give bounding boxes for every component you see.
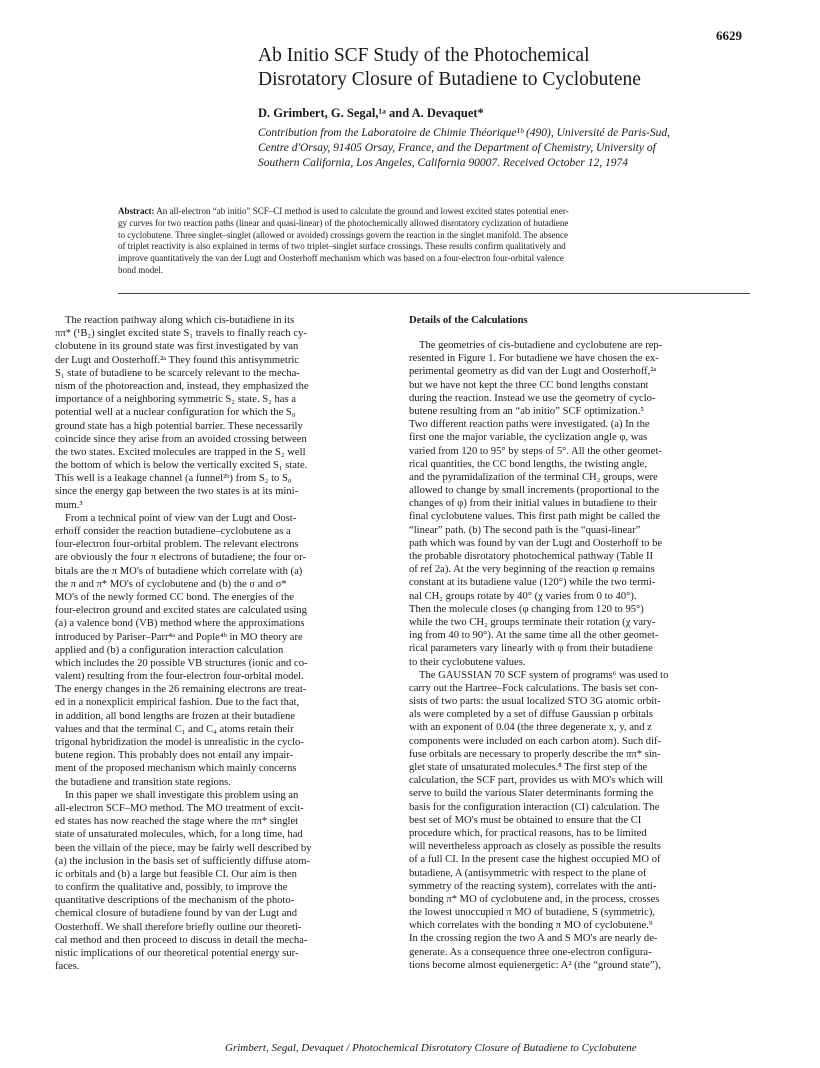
- text-line: Two different reaction paths were investigated. (a) In the: [409, 419, 650, 431]
- text-line: with an exponent of 0.04 (the three degenerate x, y, and z: [409, 722, 652, 734]
- text-line: to confirm the qualitative and, possibly, to improve the: [55, 882, 288, 894]
- text-line: ment of the proposed mechanism which mainly concerns: [55, 763, 297, 775]
- text-line: bitals are the π MO's of butadiene which correlate with (a): [55, 565, 303, 577]
- text-line: best set of MO's must be obtained to ensure that the CI: [409, 814, 642, 826]
- text-line: faces.: [55, 961, 80, 973]
- text-line: The GAUSSIAN 70 SCF system of programs⁶ was used to: [419, 669, 669, 681]
- text-line: values and that the terminal C₁ and C₄ atoms retain their: [55, 723, 294, 735]
- text-line: cal method and then proceed to discuss in detail the mecha-: [55, 934, 308, 946]
- text-line: four-electron four-orbital problem. The relevant electrons: [55, 539, 299, 551]
- text-line: path which was found by van der Lugt and Oosterhoff to be: [409, 537, 663, 549]
- text-line: perimental geometry as did van der Lugt and Oosterhoff,²ᵃ: [409, 366, 657, 378]
- text-line: final cyclobutene values. This first path might be called the: [409, 511, 661, 523]
- text-line: butene region. This probably does not entail any impair-: [55, 750, 294, 762]
- text-line: The geometries of cis-butadiene and cyclobutene are rep-: [419, 340, 663, 351]
- text-line: als were completed by a set of diffuse Gaussian p orbitals: [409, 709, 653, 721]
- text-line: der Lugt and Oosterhoff.²ᵃ They found this antisymmetric: [55, 354, 299, 366]
- text-line: The energy changes in the 26 remaining electrons are treat-: [55, 684, 307, 696]
- text-line: calculation, the SCF part, provides us with MO's which will: [409, 775, 664, 787]
- text-line: coincide since they arise from an avoided crossing between: [55, 433, 307, 445]
- text-line: but we have not kept the three CC bond lengths constant: [409, 379, 649, 391]
- text-line: introduced by Pariser–Parr⁴ᵃ and Pople⁴ᵇ in MO theory are: [55, 631, 303, 643]
- right-column-body: [409, 339, 746, 972]
- text-line: ππ* (¹B₂) singlet excited state S₁ travels to finally reach cy-: [55, 328, 307, 340]
- text-line: quantitative descriptions of the mechanism of the photo-: [55, 895, 295, 907]
- text-line: Oosterhoff. We shall therefore briefly outline our theoreti-: [55, 921, 302, 933]
- text-line: and the pyramidalization of the terminal CH₂ groups, were: [409, 471, 658, 483]
- abstract-label: Abstract:: [118, 206, 155, 216]
- text-line: S₁ state of butadiene to be scarcely relevant to the mecha-: [55, 367, 300, 379]
- text-line: will nevertheless approach as closely as possible the results: [409, 841, 661, 853]
- text-line: From a technical point of view van der Lugt and Oost-: [65, 512, 297, 524]
- affiliation-line: Contribution from the Laboratoire de Chimie Théorique¹ᵇ (490), Université de Paris-Sud,: [258, 127, 670, 139]
- title-line: Disrotatory Closure of Butadiene to Cyclobutene: [258, 69, 641, 90]
- text-line: serve to build the various Slater determinants forming the: [409, 788, 654, 800]
- text-line: to their cyclobutene values.: [409, 656, 526, 668]
- text-line: been the villain of the piece, may be fairly well described by: [55, 842, 312, 854]
- text-line: generate. As a consequence three one-electron configura-: [409, 946, 652, 958]
- text-line: chemical closure of butadiene found by van der Lugt and: [55, 908, 298, 920]
- text-line: allowed to change by small increments (proportional to the: [409, 485, 660, 497]
- text-line: of a full CI. In the present case the highest occupied MO of: [409, 854, 661, 866]
- text-line: procedure which, for practical reasons, has to be limited: [409, 827, 647, 839]
- text-line: nism of the photoreaction and, instead, they emphasized the: [55, 380, 309, 392]
- text-line: four-electron ground and excited states are calculated using: [55, 605, 307, 617]
- abstract-line: improve quantitatively the van der Lugt and Oosterhoff mechanism which was based on a four-electron four-orbital valence: [118, 253, 564, 264]
- text-line: In this paper we shall investigate this problem using an: [65, 789, 299, 801]
- text-line: the butadiene and transition state regions.: [55, 776, 231, 788]
- section-heading: Details of the Calculations: [409, 315, 528, 326]
- title-line: Ab Initio SCF Study of the Photochemical: [258, 45, 590, 66]
- text-line: components were included on each carbon atom). Such dif-: [409, 735, 662, 747]
- affiliation-line: Centre d'Orsay, 91405 Orsay, France, and the Department of Chemistry, University of: [258, 142, 656, 154]
- text-line: (a) a valence bond (VB) method where the approximations: [55, 618, 305, 630]
- text-line: ed states has now reached the stage where the ππ* singlet: [55, 816, 299, 828]
- text-line: butadiene, A (antisymmetric with respect to the plane of: [409, 867, 647, 879]
- left-column: [55, 314, 392, 973]
- text-line: erhoff consider the reaction butadiene–cyclobutene as a: [55, 526, 291, 537]
- text-line: state of unsaturated molecules, which, for a long time, had: [55, 829, 303, 841]
- abstract-text: An all-electron “ab initio” SCF–CI method is used to calculate the ground and lowest excited states potential ener-: [156, 206, 569, 216]
- abstract: [118, 206, 750, 277]
- text-line: carry out the Hartree–Fock calculations. The basis set con-: [409, 682, 658, 694]
- abstract-line: to cyclobutene. Three singlet–singlet (allowed or avoided) crossings govern the reaction in the singlet manifold. The absence: [118, 229, 569, 240]
- text-line: ic orbitals and (b) a large but feasible CI. Our aim is then: [55, 868, 297, 880]
- text-line: mum.³: [55, 499, 83, 511]
- text-line: sists of two parts: the usual localized STO 3G atomic orbit-: [409, 696, 661, 708]
- text-line: trigonal hybridization the model is unrealistic in the cyclo-: [55, 737, 304, 748]
- text-line: the probable disrotatory photochemical pathway (Table II: [409, 551, 654, 562]
- text-line: symmetry of the reacting system), correlates with the anti-: [409, 880, 657, 892]
- text-line: in addition, all bond lengths are frozen at their butadiene: [55, 710, 296, 722]
- text-line: basis for the configuration interaction (CI) calculation. The: [409, 801, 660, 813]
- text-line: The reaction pathway along which cis-butadiene in its: [65, 315, 295, 326]
- text-line: during the reaction. Instead we use the geometry of cyclo-: [409, 392, 656, 404]
- text-line: tions become almost equienergetic: A² (the “ground state”),: [409, 959, 661, 971]
- abstract-divider: [118, 293, 750, 294]
- text-line: Then the molecule closes (φ changing from 120 to 95°): [409, 603, 644, 615]
- text-line: (a) the inclusion in the basis set of sufficiently diffuse atom-: [55, 855, 310, 867]
- text-line: all-electron SCF–MO method. The MO treatment of excit-: [55, 802, 304, 814]
- text-line: MO's of the newly formed CC bond. The energies of the: [55, 591, 294, 603]
- page-number: 6629: [716, 28, 742, 43]
- running-footer: Grimbert, Segal, Devaquet / Photochemical Disrotatory Closure of Butadiene to Cyclobutene: [225, 1042, 637, 1054]
- text-line: the lowest unoccupied π MO of butadiene, S (symmetric),: [409, 907, 656, 919]
- affiliation-line: Southern California, Los Angeles, California 90007. Received October 12, 1974: [258, 157, 628, 169]
- text-line: resented in Figure 1. For butadiene we have chosen the ex-: [409, 353, 659, 365]
- abstract-line: gy curves for two reaction paths (linear and quasi-linear) of the photochemically allowed disrotatory cyclization of butadiene: [118, 217, 569, 228]
- text-line: rical parameters vary linearly with φ from their butadiene: [409, 643, 653, 655]
- text-line: importance of a neighboring symmetric S₂ state. S₂ has a: [55, 394, 296, 406]
- text-line: applied and (b) a configuration interaction calculation: [55, 644, 284, 656]
- text-line: valent) resulting from the four-electron four-orbital model.: [55, 671, 304, 683]
- abstract-line: bond model.: [118, 264, 163, 275]
- paper-title: [258, 44, 778, 92]
- text-line: which includes the 20 possible VB structures (ionic and co-: [55, 657, 308, 669]
- abstract-line: [118, 206, 750, 218]
- text-line: “linear” path. (b) The second path is the “quasi-linear”: [409, 524, 641, 536]
- abstract-line: of triplet reactivity is also explained in terms of two triplet–singlet surface crossings. These results confirm qualitatively and: [118, 241, 566, 252]
- text-line: clobutene in its ground state was first investigated by van: [55, 341, 299, 353]
- text-line: are obviously the four π electrons of butadiene; the four or-: [55, 552, 307, 564]
- text-line: This well is a leakage channel (a funnel²ᵇ) from S₂ to S₀: [55, 473, 292, 485]
- author-list: D. Grimbert, G. Segal,¹ᵃ and A. Devaquet*: [258, 106, 484, 120]
- text-line: while the two CH₂ groups terminate their rotation (χ vary-: [409, 616, 656, 628]
- text-line: which correlates with the bonding π MO of cyclobutene.⁹: [409, 920, 653, 932]
- text-line: nistic implications of our theoretical potential energy sur-: [55, 948, 299, 959]
- text-line: bonding π* MO of cyclobutene and, in the process, crosses: [409, 893, 660, 905]
- text-line: changes of φ) from their initial values in butadiene to their: [409, 498, 657, 510]
- text-line: ground state has a high potential barrier. These necessarily: [55, 420, 303, 432]
- text-line: In the crossing region the two A and S MO's are nearly de-: [409, 933, 658, 945]
- text-line: potential well at a nuclear configuration for which the S₀: [55, 407, 296, 419]
- text-line: constant at its butadiene value (120°) while the two termi-: [409, 577, 656, 589]
- text-line: fuse orbitals are necessary to properly describe the ππ* sin-: [409, 748, 661, 760]
- text-line: since the energy gap between the two states is at its mini-: [55, 486, 299, 498]
- text-line: the bottom of which is below the vertically excited S₁ state.: [55, 460, 308, 472]
- affiliation: [258, 126, 758, 171]
- text-line: of ref 2a). At the very beginning of the reaction φ remains: [409, 564, 655, 576]
- text-line: the two states. Excited molecules are trapped in the S₂ well: [55, 446, 306, 458]
- right-column: [409, 314, 746, 972]
- text-line: nal CH₂ groups rotate by 40° (χ varies from 0 to 40°).: [409, 590, 637, 602]
- text-line: first one the major variable, the cyclization angle φ, was: [409, 432, 648, 444]
- text-line: ed in a nonexplicit empirical fashion. Due to the fact that,: [55, 697, 300, 709]
- text-line: varied from 120 to 95° by steps of 5°. All the other geomet-: [409, 445, 662, 457]
- text-line: glet state of unsaturated molecules.⁸ The first step of the: [409, 762, 648, 773]
- text-line: the π and π* MO's of cyclobutene and (b) the σ and σ*: [55, 578, 287, 590]
- text-line: rical quantities, the CC bond lengths, the twisting angle,: [409, 458, 648, 470]
- text-line: ing from 40 to 90°). At the same time all the other geomet-: [409, 630, 659, 642]
- text-line: butene resulting from an “ab initio” SCF optimization.⁵: [409, 405, 644, 417]
